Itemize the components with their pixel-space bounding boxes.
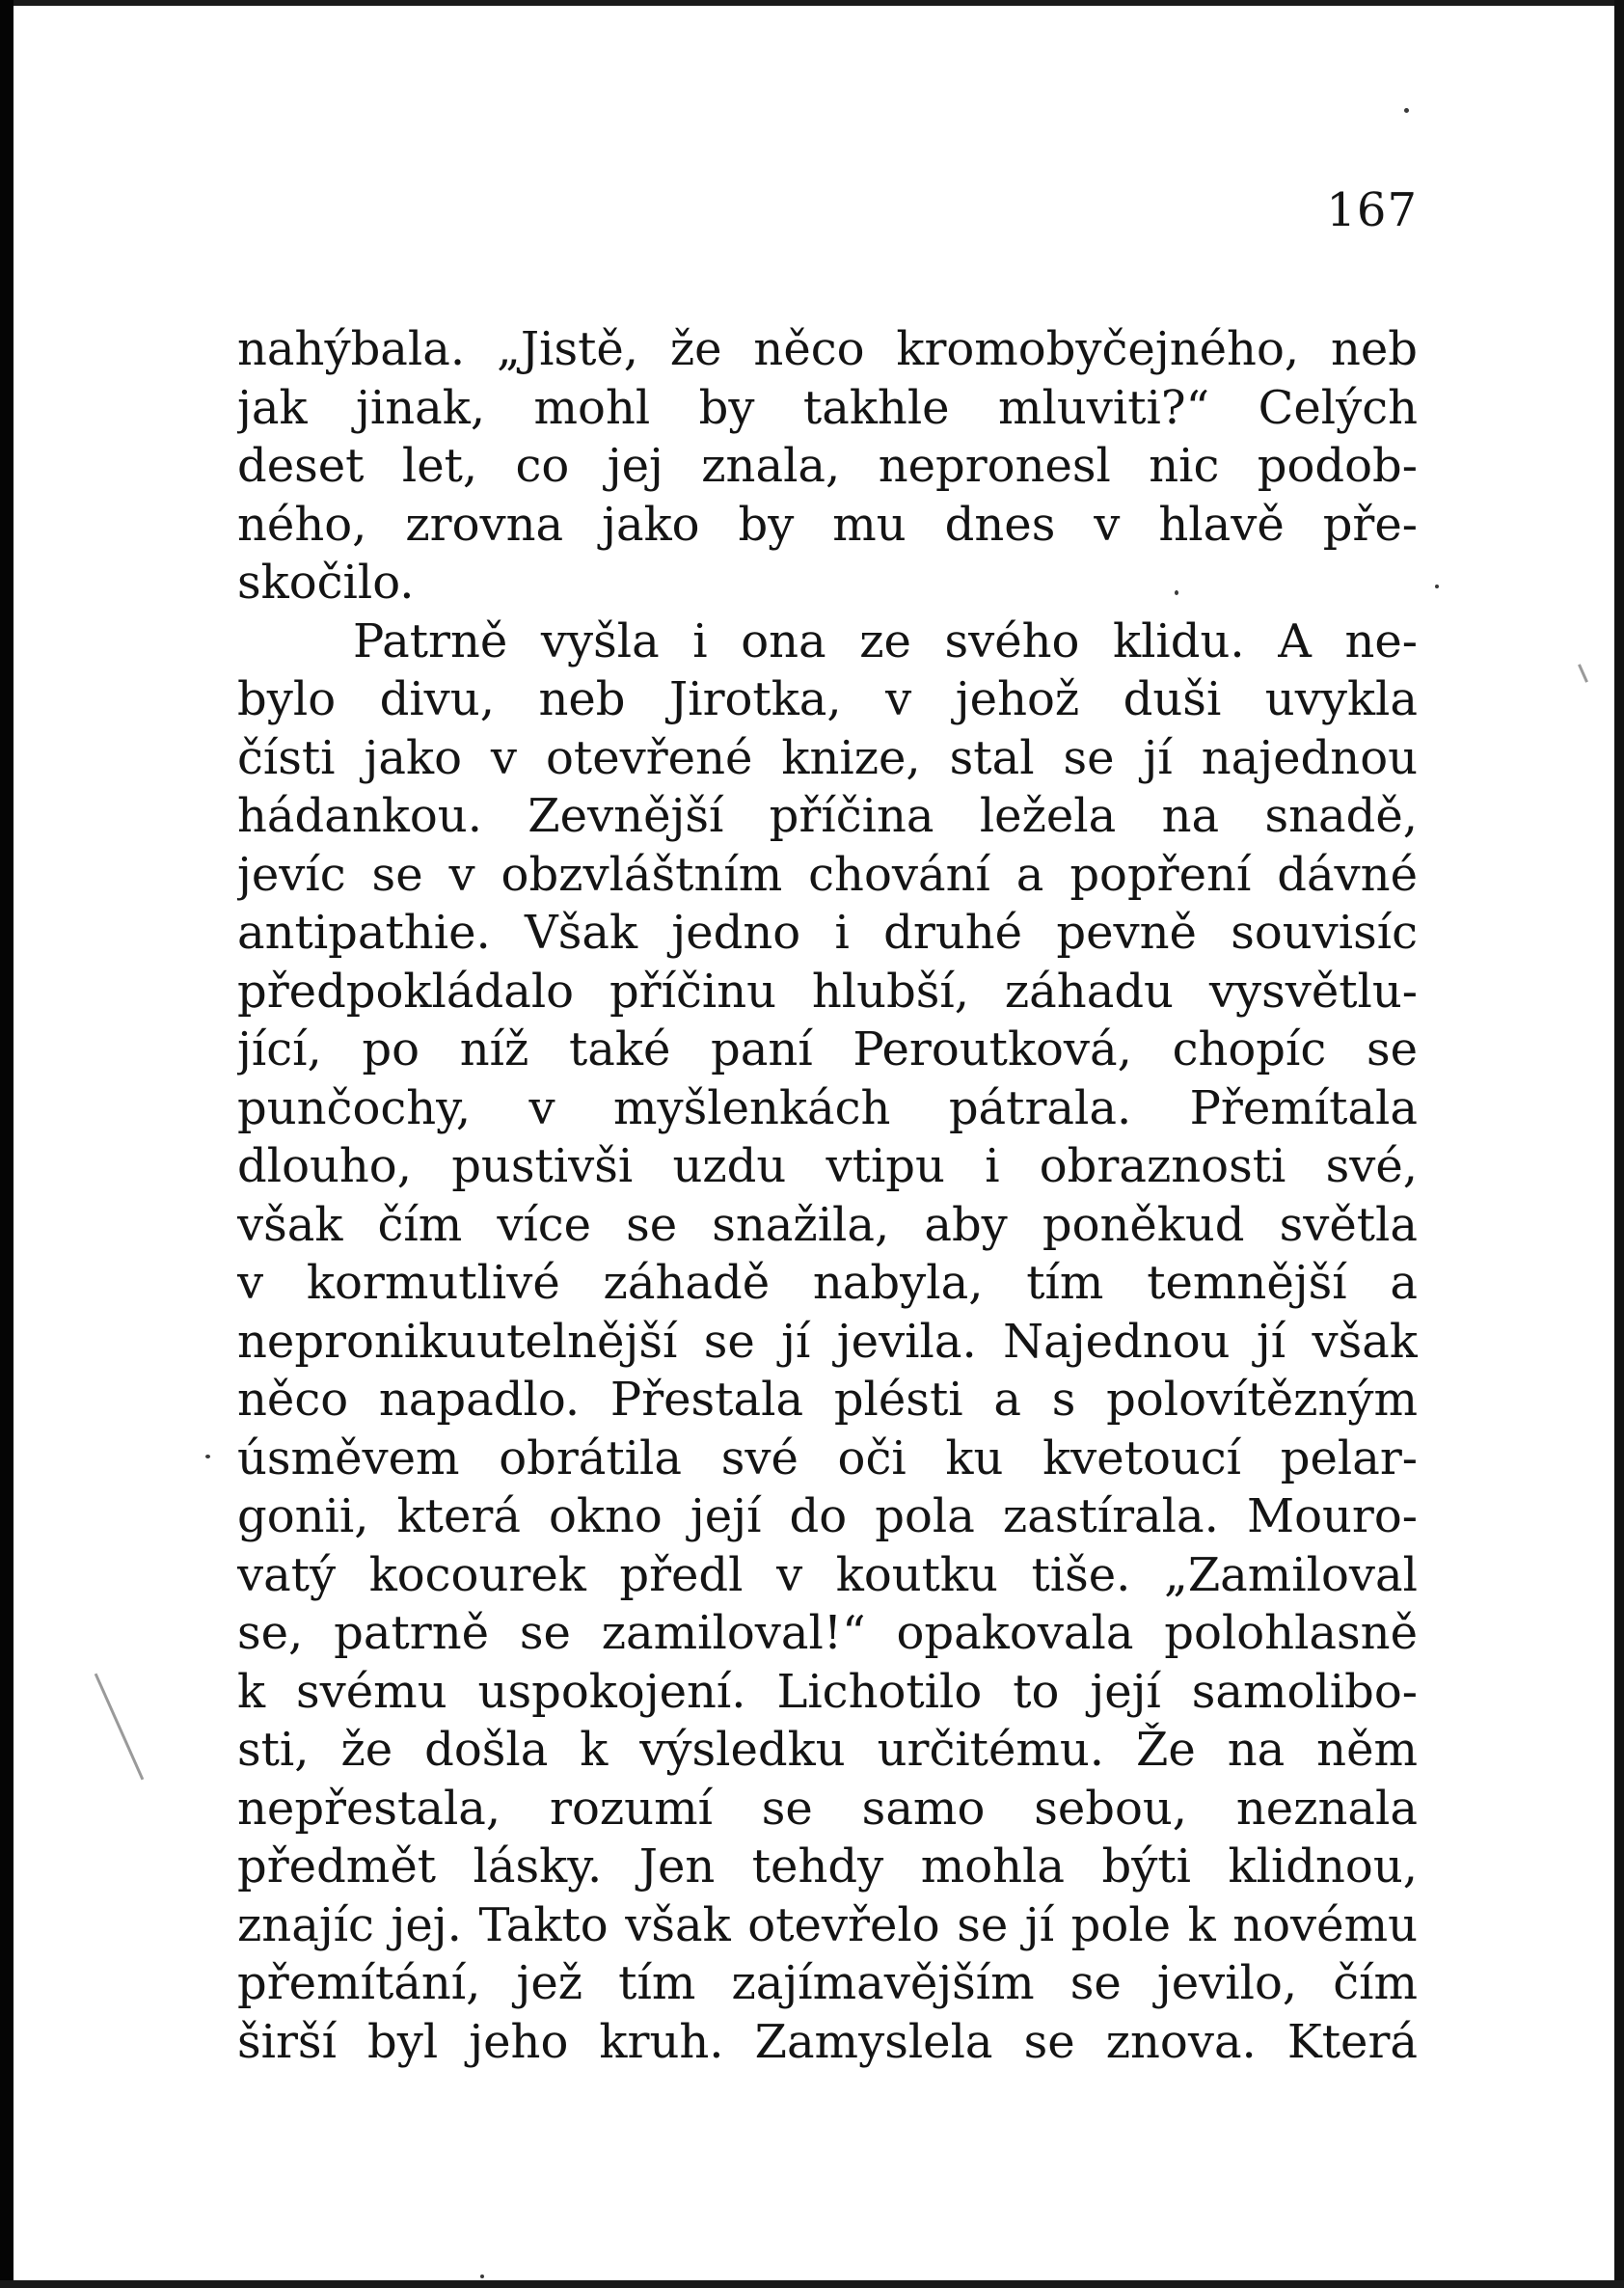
text-line: hádankou. Zevnější příčina ležela na snadě, [237, 789, 1418, 843]
scan-speck [480, 2274, 484, 2278]
text-line: něco napadlo. Přestala plésti a s polovítězným [237, 1373, 1418, 1427]
page-edge-left [0, 0, 14, 2288]
scan-speck [205, 1455, 210, 1458]
text-line: čísti jako v otevřené knize, stal se jí najednou [237, 730, 1418, 785]
text-line: se, patrně se zamiloval!“ opakovala polohlasně [237, 1606, 1418, 1660]
text-line: nepronikuutelnější se jí jevila. Najednou jí však [237, 1314, 1418, 1369]
text-line: nepřestala, rozumí se samo sebou, neznala [237, 1781, 1418, 1836]
text-line: k svému uspokojení. Lichotilo to její samolibo- [237, 1664, 1418, 1719]
text-line: přemítání, jež tím zajímavějším se jevilo, čím [237, 1956, 1418, 2010]
text-line: deset let, co jej znala, nepronesl nic podob- [237, 439, 1418, 493]
text-line: Patrně vyšla i ona ze svého klidu. A ne- [353, 613, 1418, 668]
text-line: ného, zrovna jako by mu dnes v hlavě pře- [237, 497, 1418, 552]
text-line: punčochy, v myšlenkách pátrala. Přemítala [237, 1080, 1418, 1135]
text-line: v kormutlivé záhadě nabyla, tím temnější a [237, 1256, 1418, 1310]
text-line: jící, po níž také paní Peroutková, chopíc se [237, 1022, 1418, 1076]
text-line: gonii, která okno její do pola zastírala. Mouro- [237, 1489, 1418, 1543]
text-line: vatý kocourek předl v koutku tiše. „Zamiloval [237, 1547, 1418, 1602]
text-line: jevíc se v obzvláštním chování a popření dávné [237, 847, 1418, 902]
page-edge-bottom [0, 2280, 1624, 2288]
scan-speck [1404, 108, 1409, 113]
scan-smudge [95, 1674, 145, 1781]
text-line: širší byl jeho kruh. Zamyslela se znova. Která [237, 2014, 1418, 2069]
text-line: úsměvem obrátila své oči ku kvetoucí pelar- [237, 1430, 1418, 1485]
text-line: sti, že došla k výsledku určitému. Že na něm [237, 1723, 1418, 1777]
text-line: předpokládalo příčinu hlubší, záhadu vysvětlu- [237, 964, 1418, 1019]
page-number: 167 [1326, 183, 1418, 237]
page-edge-right [1614, 0, 1624, 2288]
text-line: znajíc jej. Takto však otevřelo se jí pole k novému [237, 1897, 1418, 1952]
text-line: antipathie. Však jedno i druhé pevně souvisíc [237, 906, 1418, 960]
text-line: jak jinak, mohl by takhle mluviti?“ Celých [237, 380, 1418, 435]
text-line: předmět lásky. Jen tehdy mohla býti klidnou, [237, 1839, 1418, 1893]
page-edge-top [0, 0, 1624, 6]
text-line: dlouho, pustivši uzdu vtipu i obraznosti své, [237, 1139, 1418, 1193]
body-text [237, 320, 1418, 2071]
text-line: skočilo. [237, 556, 415, 610]
text-line: však čím více se snažila, aby poněkud světla [237, 1197, 1418, 1252]
scan-smudge [1578, 664, 1588, 682]
text-line: bylo divu, neb Jirotka, v jehož duši uvykla [237, 672, 1418, 726]
scan-speck [1435, 585, 1439, 588]
text-line: nahýbala. „Jistě, že něco kromobyčejného, neb [237, 322, 1418, 376]
